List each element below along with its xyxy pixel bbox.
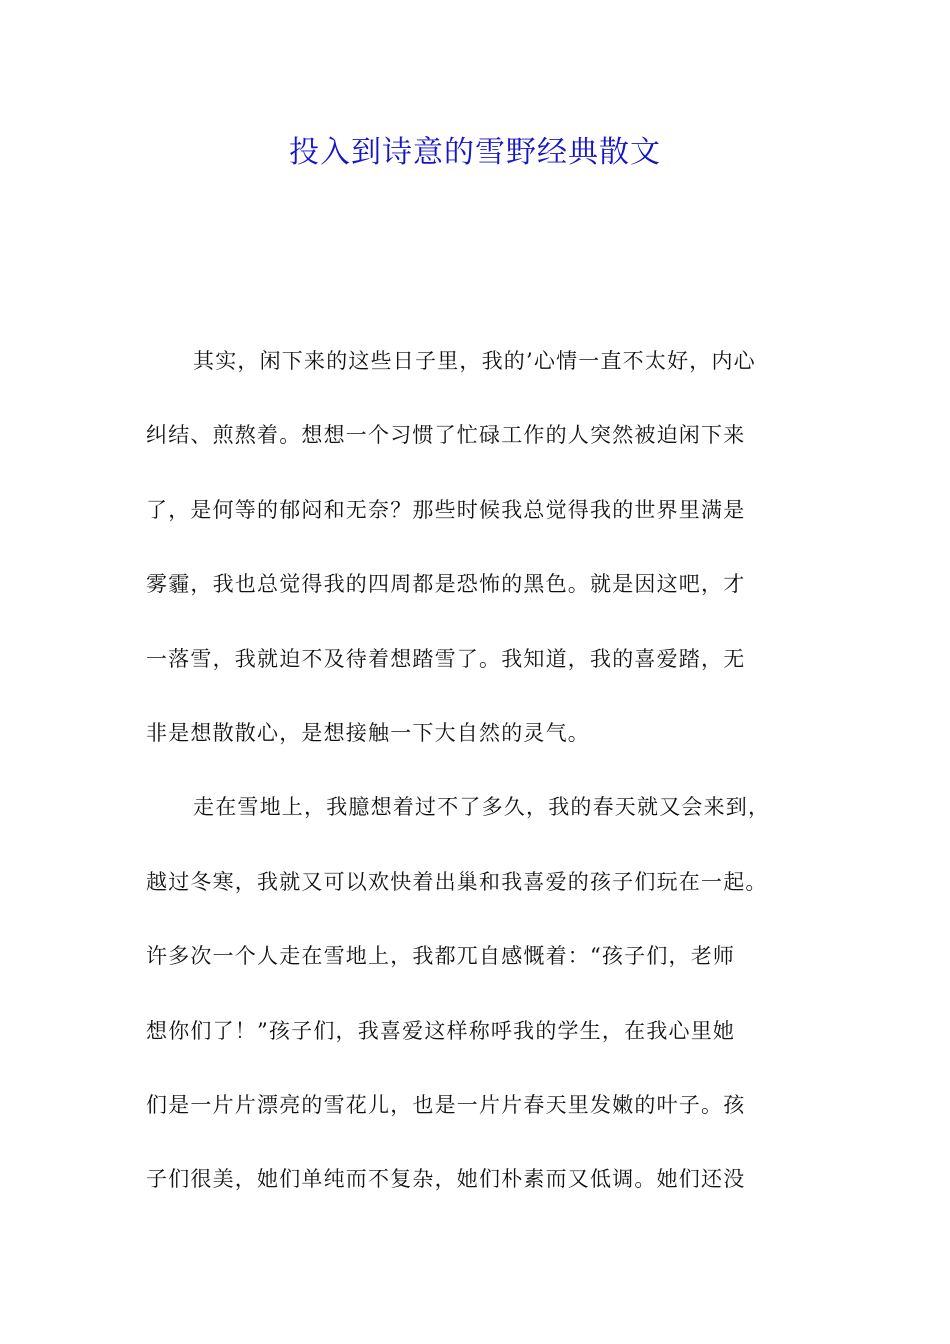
paragraph-1-line-3: 了，是何等的郁闷和无奈？那些时候我总觉得我的世界里满是 — [146, 497, 746, 522]
paragraph-1-line-6: 非是想散散心，是想接触一下大自然的灵气。 — [146, 720, 590, 745]
paragraph-2-line-4: 想你们了！”孩子们，我喜爱这样称呼我的学生，在我心里她 — [146, 1018, 736, 1043]
paragraph-1-line-2: 纠结、煎熬着。想想一个习惯了忙碌工作的人突然被迫闲下来 — [146, 423, 746, 448]
paragraph-1-line-1: 其实，闲下来的这些日子里，我的’心情一直不太好，内心 — [193, 349, 756, 373]
paragraph-1-line-4: 雾霾，我也总觉得我的四周都是恐怖的黑色。就是因这吧，才 — [146, 572, 746, 597]
paragraph-2-line-6: 子们很美，她们单纯而不复杂，她们朴素而又低调。她们还没 — [146, 1167, 746, 1192]
paragraph-2-line-1: 走在雪地上，我臆想着过不了多久，我的春天就又会来到， — [193, 795, 771, 820]
paragraph-2-line-5: 们是一片片漂亮的雪花儿，也是一片片春天里发嫩的叶子。孩 — [146, 1092, 746, 1117]
paragraph-2-line-2: 越过冬寒，我就又可以欢快着出巢和我喜爱的孩子们玩在一起。 — [146, 869, 768, 894]
paragraph-2-line-3: 许多次一个人走在雪地上，我都兀自感慨着：“孩子们，老师 — [146, 944, 736, 969]
document-body — [146, 338, 836, 1231]
document-title: 投入到诗意的雪野经典散文 — [289, 135, 661, 170]
paragraph-1-line-5: 一落雪，我就迫不及待着想踏雪了。我知道，我的喜爱踏，无 — [146, 646, 746, 671]
